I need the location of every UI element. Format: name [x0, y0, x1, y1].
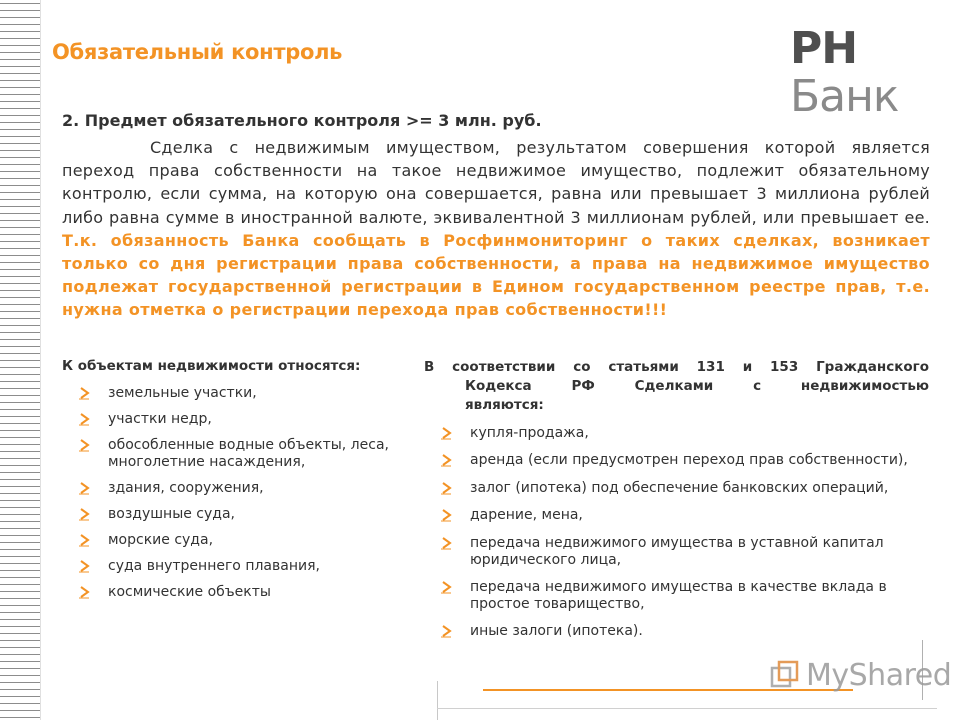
arrow-bullet-icon	[78, 585, 92, 599]
decorative-line	[437, 708, 937, 709]
right-title-line3: являются:	[465, 397, 544, 413]
list-item: морские суда,	[108, 532, 398, 549]
right-title-line2: Кодекса РФ Сделками с недвижимостью	[465, 378, 929, 394]
paragraph-text: Сделка с недвижимым имуществом, результатом совершения которой является переход права собственности на такое недвижимое имущество, подлежит обязательному контролю, если сумма, на которую она совершается, равна или превышает 3 миллиона рублей либо равна сумме в иностранной валюте, эквивалентной 3 миллионам рублей, или превышает ее.	[62, 138, 930, 227]
arrow-bullet-icon	[78, 533, 92, 547]
list-item: аренда (если предусмотрен переход прав собственности),	[470, 452, 930, 469]
section-heading: 2. Предмет обязательного контроля >= 3 млн. руб.	[62, 111, 542, 130]
list-item: суда внутреннего плавания,	[108, 558, 398, 575]
arrow-bullet-icon	[78, 507, 92, 521]
paragraph-highlight: Т.к. обязанность Банка сообщать в Росфинмониторинг о таких сделках, возникает только со дня регистрации права собственности, а права на недвижимое имущество подлежат государственной регистрации в Едином государственном реестре прав, т.е. нужна отметка о регистрации перехода прав собственности!!!	[62, 230, 930, 320]
arrow-bullet-icon	[440, 624, 454, 638]
list-item: передача недвижимого имущества в уставной капитал юридического лица,	[470, 535, 930, 569]
arrow-bullet-icon	[440, 481, 454, 495]
arrow-bullet-icon	[440, 508, 454, 522]
real-estate-deals-list	[470, 425, 930, 651]
arrow-bullet-icon	[440, 453, 454, 467]
list-item: воздушные суда,	[108, 506, 398, 523]
left-column-title: К объектам недвижимости относятся:	[62, 358, 361, 374]
section-paragraph	[62, 136, 930, 322]
list-item: иные залоги (ипотека).	[470, 623, 930, 640]
list-item: дарение, мена,	[470, 507, 930, 524]
logo-rn: РН	[790, 23, 858, 74]
list-item: обособленные водные объекты, леса, многолетние насаждения,	[108, 437, 398, 471]
logo-bank: Банк	[790, 71, 899, 122]
page-title: Обязательный контроль	[52, 40, 343, 64]
list-item: залог (ипотека) под обеспечение банковских операций,	[470, 480, 930, 497]
list-item: космические объекты	[108, 584, 398, 601]
real-estate-objects-list	[108, 385, 398, 610]
arrow-bullet-icon	[78, 559, 92, 573]
right-title-line1: В соответствии со статьями 131 и 153 Гражданского	[424, 359, 929, 375]
rn-bank-logo	[790, 25, 960, 121]
myshared-watermark	[770, 655, 951, 695]
list-item: здания, сооружения,	[108, 480, 398, 497]
decorative-line	[437, 681, 438, 720]
arrow-bullet-icon	[78, 412, 92, 426]
watermark-text: MyShared	[806, 657, 952, 693]
arrow-bullet-icon	[78, 386, 92, 400]
list-item: участки недр,	[108, 411, 398, 428]
arrow-bullet-icon	[440, 536, 454, 550]
film-strip-decoration	[0, 0, 41, 720]
list-item: земельные участки,	[108, 385, 398, 402]
myshared-logo-icon	[770, 660, 800, 690]
arrow-bullet-icon	[440, 426, 454, 440]
list-item: передача недвижимого имущества в качестве вклада в простое товарищество,	[470, 579, 930, 613]
arrow-bullet-icon	[78, 481, 92, 495]
arrow-bullet-icon	[78, 438, 92, 452]
arrow-bullet-icon	[440, 580, 454, 594]
right-column-title	[424, 358, 929, 415]
list-item: купля-продажа,	[470, 425, 930, 442]
